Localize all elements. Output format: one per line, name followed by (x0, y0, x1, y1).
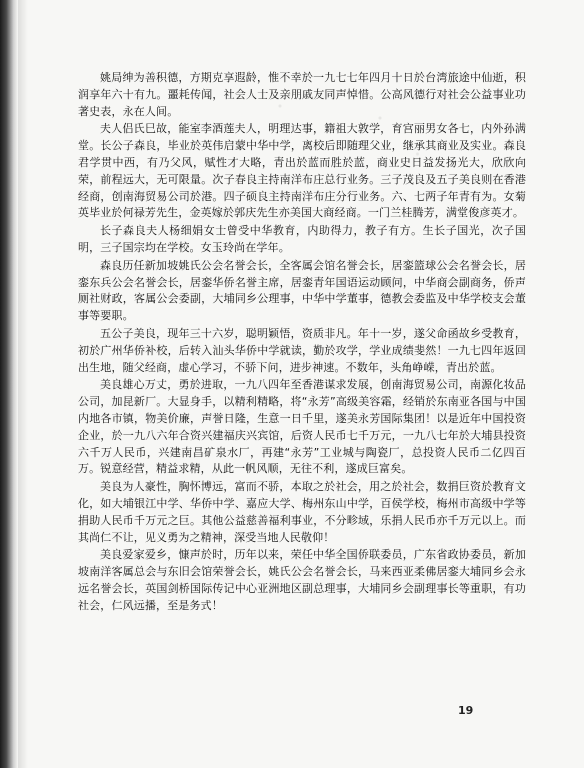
binding-shadow-soft (18, 0, 28, 768)
paragraph-1: 姚局绅为善积德，方期克享遐龄，惟不幸於一九七七年四月十日於台湾旅途中仙逝，积润享年六十有九。噩耗传闻，社会人士及亲朋戚友同声悼惜。公高风德行对社会公益事业功著史表，永在人间。 (78, 71, 526, 118)
binding-shadow (0, 0, 18, 768)
paragraph-6: 美良雄心万丈，勇於进取，一九八四年至香港谋求发展，创南海贸易公司，南源化妆品公司，加昆新厂。大显身手，以精利精略，将“永芳”高级美容霜，经销於东南亚各国与中国内地各市镇，物美价廉，声誉日隆，生意一日千里，遂美永芳国际集团！以是近年中国投资企业，於一九八六年合资兴建福庆兴宾馆，后资人民币七千万元，一九八七年於大埔县投资六千万人民币，兴建南昌矿泉水厂，再建“永芳”工业城与陶瓷厂，总投资人民币二亿四百万。锐意经营，精益求精，从此一帆风顺，无往不利，遂成巨富矣。 (78, 378, 526, 476)
paragraph-3: 长子森良夫人杨细娟女士曾受中华教育，内助得力，教子有方。生长子国光，次子国明，三子国宗均在学校。女玉玲尚在学年。 (78, 224, 526, 254)
paragraph-2: 夫人侣氏巳故，能室李酒莲夫人，明理达事，籍祖大敦学，育宫丽男女各七，内外孙满堂。长公子森良，毕业於英伟启蒙中华中学，离校后即随理父业，继承其商业及实业。森良君学贯中西，有乃父风，赋性才大略，青出於蓝而胜於蓝，商业史日益发扬光大，欣欣向荣，前程远大，无可限量。次子春良主持南洋布庄总行业务。三子茂良及五子美良则在香港经商，创南海贸易公司於港。四子硕良主持南洋布庄分行业务。六、七两子年青有为。女菊英毕业於何禄芳先生，金英嫁於郭庆先生亦美国大商经商。一门兰桂腾芳，满堂俊彦英才。 (78, 122, 526, 220)
paragraph-8: 美良爱家爱乡，慷声於时，历年以来，荣任中华全国侨联委员，广东省政协委员，新加坡南洋客属总会与东旧会馆荣誉会长，姚氏公会名誉会长，马来西亚柔佛居銮大埔同乡会永远名誉会长，英国剑桥国际传记中心亚洲地区副总理事，大埔同乡会副理事长等重职，有功社会，仁风远播，至是务式！ (78, 548, 526, 612)
paragraph-7: 美良为人豪性，胸怀博远，富而不骄，本取之於社会，用之於社会，数捐巨资於教育文化，如大埔银江中学、华侨中学、嘉应大学、梅州东山中学，百侯学校，梅州市高级中学等捐助人民币千万元之巨。其他公益慈善福利事业，不分畛域，乐捐人民币亦千万元以上。而其尚仁不让，见义勇为之精神，深受当地人民敬仰！ (78, 480, 526, 544)
paragraph-5: 五公子美良，现年三十六岁，聪明颖悟，资质非凡。年十一岁，遂父命函故乡受教育，初於广州华侨补校，后转入汕头华侨中学就读，勤於攻学，学业成绩斐然！一九七四年返回出生地，随父经商，虚心学习，不骄下问，进步神速。不数年，头角峥嵘，青出於蓝。 (78, 326, 526, 374)
paragraph-4: 森良历任新加坡姚氏公会名誉会长，全客属会馆名誉会长，居銮篮球公会名誉会长，居銮东兵公会名誉会长，居銮华侨名誉主席，居銮青年国语运动顾问，中华商会副商务，侨声厕社财政，客属公会委副，大埔同乡公理事，中华中学董事，德教会委监及中华学校支会董事等要职。 (78, 258, 526, 323)
page-number: 19 (458, 704, 474, 717)
body-text (78, 70, 526, 615)
